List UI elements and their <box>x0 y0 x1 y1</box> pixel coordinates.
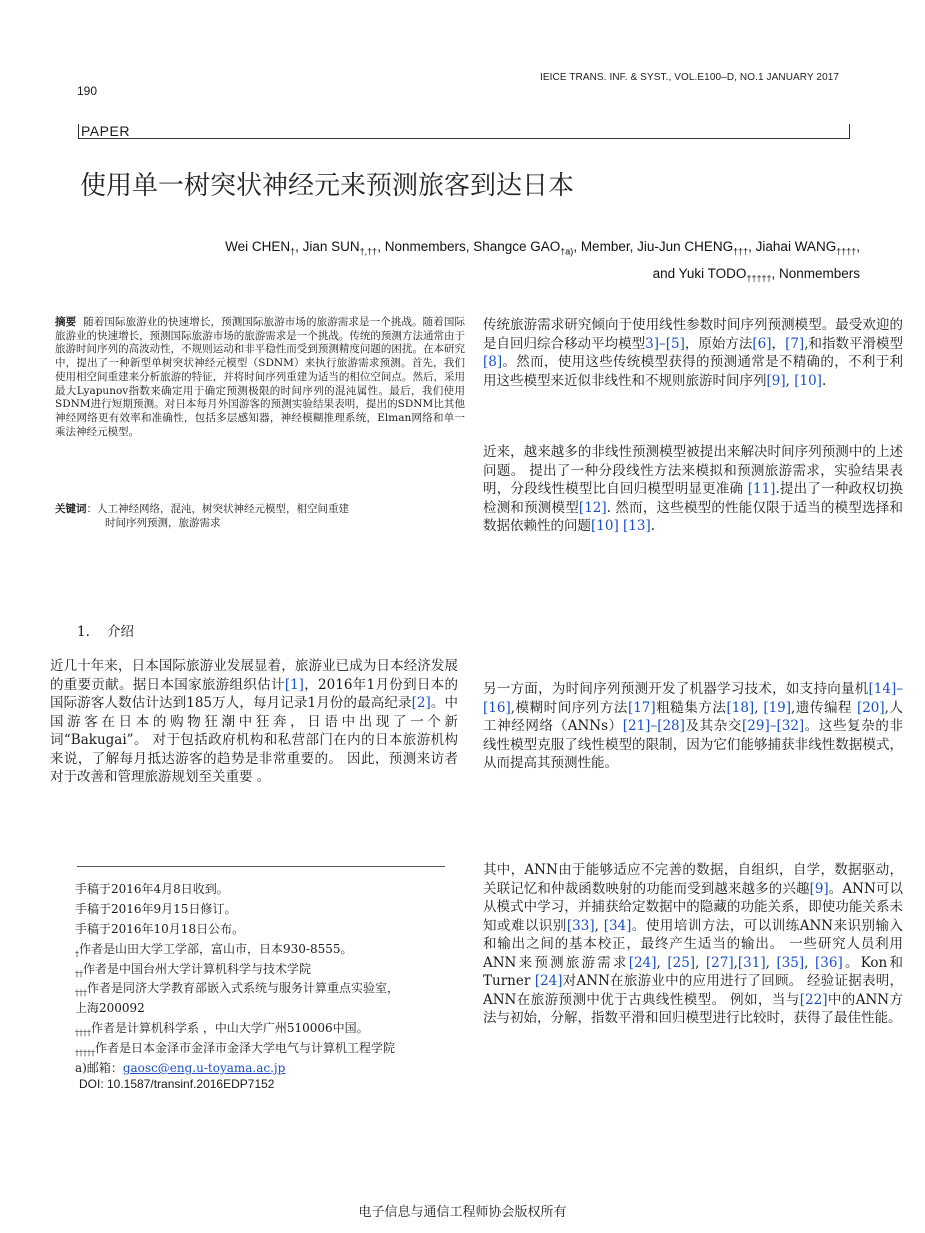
paragraph-text: 传统旅游需求研究倾向于使用线性参数时间序列预测模型。最受欢迎的是自回归综合移动平均模型 <box>483 317 903 352</box>
paragraph-text: 近几十年来，日本国际旅游业发展显着，旅游业已成为日本经济发展的重要贡献。据日本国家旅游组织估计 <box>50 658 458 693</box>
keywords-label: 关键词 <box>55 503 87 515</box>
citation-link[interactable]: [21]–[28] <box>622 718 685 734</box>
paper-label: PAPER <box>81 123 130 139</box>
author-separator: and <box>652 265 679 281</box>
paragraph-text: .提出了一种政权切换检测和预测模型 <box>483 481 903 516</box>
abstract <box>55 316 465 439</box>
citation-link[interactable]: [35] <box>776 954 805 971</box>
author-name: Wei CHEN <box>225 239 291 254</box>
paragraph-text: . <box>821 372 827 389</box>
author-separator: , <box>856 239 860 254</box>
footnote <box>75 1041 460 1061</box>
doi: DOI: 10.1587/transinf.2016EDP7152 <box>79 1076 275 1091</box>
author-affiliation-mark: ††† <box>733 246 749 257</box>
footnote-mark: † <box>75 949 79 959</box>
footnote-text: 作者是山田大学工学部，富山市，日本930-8555。 <box>79 941 353 956</box>
paragraph-text: 。然而，使用这些传统模型获得的预测通常是不精确的，不利于利用这些模型来近似非线性和不规则旅游时间序列 <box>483 354 903 389</box>
paragraph-text: 其中，ANN由于能够适应不完善的数据，自组织，自学，数据驱动，关联记忆和仲裁函数映射的功能而受到越来越多的兴趣 <box>483 862 903 897</box>
right-paragraph-1 <box>483 316 903 390</box>
email-label: a)邮箱： <box>75 1061 123 1076</box>
paragraph-text: , <box>695 954 706 971</box>
citation-link[interactable]: [10] <box>794 372 822 389</box>
citation-link[interactable]: [31] <box>737 954 766 971</box>
section-heading <box>77 620 134 640</box>
citation-link[interactable]: [10] <box>591 518 619 534</box>
citation-link[interactable]: [36] <box>815 954 843 971</box>
citation-link[interactable]: [33] <box>566 917 595 934</box>
author-affiliation-mark: †,†† <box>359 246 378 257</box>
footnote <box>75 922 460 942</box>
citation-link[interactable]: [6] <box>752 335 772 352</box>
author-affiliation-mark: † <box>290 246 296 257</box>
paragraph-text: ,和指数平滑模型 <box>804 335 904 352</box>
page-number: 190 <box>77 84 98 98</box>
paragraph-text: , <box>594 917 604 934</box>
citation-link[interactable]: [25] <box>667 954 696 971</box>
journal-header: IEICE TRANS. INF. & SYST., VOL.E100–D, NO.1 JANUARY 2017 <box>540 72 840 83</box>
footnote-text: 手稿于2016年9月15日修订。 <box>75 901 237 916</box>
footnote <box>75 902 460 922</box>
footnote-text: 手稿于2016年10月18日公布。 <box>75 921 245 936</box>
citation-link[interactable]: [19] <box>763 699 792 716</box>
keywords-line-2: 时间序列预测，旅游需求 <box>105 517 221 529</box>
keywords: 关键词：人工神经网络，混沌，树突状神经元模型，相空间重建 时间序列预测，旅游需求 <box>55 502 465 530</box>
citation-link[interactable]: [2] <box>411 695 431 711</box>
citation-link[interactable]: [14]–[16] <box>483 681 903 716</box>
right-paragraph-4 <box>483 861 903 1028</box>
paragraph-text: , <box>754 699 764 716</box>
footnote <box>75 882 460 902</box>
citation-link[interactable]: [20] <box>856 699 885 716</box>
paragraph-text: ,模糊时间序列方法 <box>510 699 628 716</box>
footnote-mark: ††† <box>75 988 87 998</box>
citation-link[interactable]: [12] <box>578 499 607 516</box>
right-paragraph-2 <box>483 443 903 536</box>
citation-link[interactable]: [13] <box>623 518 651 534</box>
citation-link[interactable]: [22] <box>799 991 828 1008</box>
paragraph-text: ,遗传编程 <box>791 699 857 716</box>
author-affiliation-mark: †a) <box>560 246 574 257</box>
paragraph-text: 。Kon和Turner <box>483 954 903 989</box>
citation-link[interactable]: [9] <box>809 880 829 897</box>
author-list <box>140 236 860 289</box>
author-affiliation-mark: †††† <box>836 246 857 257</box>
author-separator: , Nonmembers, <box>377 239 474 254</box>
author-affiliation-mark: ††††† <box>746 273 772 284</box>
paragraph-text: ，原始方法 <box>684 335 753 352</box>
citation-link[interactable]: 3]–[5] <box>645 335 685 352</box>
paragraph-text: , <box>656 954 668 971</box>
paragraph-text: ,人工神经网络（ANNs） <box>483 699 903 734</box>
author-line-1 <box>140 236 860 263</box>
paragraph-text: 近来，越来越多的非线性预测模型被提出来解决时间序列预测中的上述问题。 提出了一种分段线性方法来模拟和预测旅游需求，实验结果表明，分段线性模型比自回归模型明显更准确 <box>483 444 903 497</box>
paragraph-text: , <box>785 372 795 389</box>
footnote-list <box>75 882 460 1061</box>
paragraph-text: , <box>804 954 815 971</box>
paragraph-text: 对ANN在旅游业中的应用进行了回顾。 经验证据表明，ANN在旅游预测中优于古典线性模型。 例如，当与 <box>483 973 903 1008</box>
citation-link[interactable]: [34] <box>603 917 632 934</box>
right-paragraph-3 <box>483 680 903 773</box>
email-link[interactable]: gaosc@eng.u-toyama.ac.jp <box>122 1061 286 1076</box>
footnote-mark: ††††† <box>75 1048 95 1058</box>
footnotes <box>75 882 460 1092</box>
paragraph-text: 中的ANN方法与初始，分解，指数平滑和回归模型进行比较时，获得了最佳性能。 <box>483 991 903 1026</box>
copyright-footer: 电子信息与通信工程师协会版权所有 <box>358 1205 567 1220</box>
email-line <box>75 1061 460 1077</box>
footnote <box>75 962 460 982</box>
citation-link[interactable]: [11] <box>747 481 776 497</box>
author-separator: , Member, <box>573 239 638 254</box>
paragraph-text: . 然而，这些模型的性能仅限于适当的模型选择和数据依赖性的问题 <box>483 499 903 534</box>
paragraph-text: 粗糙集方法 <box>655 699 727 716</box>
footnote-mark: †††† <box>75 1028 91 1038</box>
citation-link[interactable]: [24] <box>534 973 563 989</box>
citation-link[interactable]: [1] <box>284 676 304 693</box>
paragraph-text: ，2016年1月份到日本的国际游客人数估计达到185万人，每月记录1月份的最高纪录 <box>50 676 459 711</box>
author-separator: , <box>748 239 756 254</box>
footnote-divider <box>77 866 445 867</box>
paper-label-frame <box>78 122 850 139</box>
author-name: Jiu-Jun CHENG <box>637 239 734 254</box>
paragraph-text: 另一方面，为时间序列预测开发了机器学习技术，如支持向量机 <box>483 681 869 697</box>
citation-link[interactable]: [27] <box>705 954 734 971</box>
paragraph-text: , <box>765 954 777 971</box>
author-separator: , <box>295 239 303 254</box>
intro-paragraph <box>50 657 458 787</box>
section-title: 介绍 <box>107 624 135 640</box>
footnote-text: 作者是中国台州大学计算机科学与技术学院 <box>83 961 312 976</box>
footnote <box>75 1021 460 1041</box>
author-separator: , Nonmembers <box>771 265 860 281</box>
footnote-mark: †† <box>75 968 83 978</box>
citation-link[interactable]: [9] <box>766 372 786 389</box>
paragraph-text: ， <box>771 335 786 352</box>
author-name: Shangce GAO <box>473 239 561 254</box>
citation-link[interactable]: [17] <box>627 699 656 716</box>
footnote <box>75 1001 460 1021</box>
abstract-text: 随着国际旅游业的快速增长，预测国际旅游市场的旅游需求是一个挑战。随着国际旅游业的快速增长，预测国际旅游市场的旅游需求是一个挑战。传统的预测方法通常由于旅游时间序列的高波动性，不规则运动和非平稳性而受到预测精度问题的困扰。在本研究中，提出了一种新型单树突状神经元模型（SDNM）来执行旅游需求预测。首先，我们使用相空间重建来分析旅游的特征，并将时间序列重建为适当的相位空间点。然后，采用最大Lyapunov指数来确定用于确定预测极限的时间序列的混沌属性。最后，我们使用SDNM进行短期预测。对日本每月外国游客的预测实验结果表明，提出的SDNM比其他神经网络更有效率和准确性，包括多层感知器，神经模糊推理系统，Elman网络和单一乘法神经元模型。 <box>55 316 466 438</box>
footnote-text: 作者是计算机科学系 ，中山大学广州510006中国。 <box>91 1021 369 1036</box>
author-name: Yuki TODO <box>678 265 747 281</box>
footnote-text: 手稿于2016年4月8日收到。 <box>75 882 229 896</box>
paragraph-text: 。使用培训方法，可以训练ANN来识别输入和输出之间的基本校正，最终产生适当的输出。 一些研究人员利用ANN来预测旅游需求 <box>483 917 904 971</box>
paragraph-text: 。这些复杂的非线性模型克服了线性模型的限制，因为它们能够捕获非线性数据模式，从而提高其预测性能。 <box>483 718 903 771</box>
paragraph-text: 及其杂交 <box>684 718 742 734</box>
author-name: Jiahai WANG <box>755 239 837 254</box>
paragraph-text: 。中国游客在日本的购物狂潮中狂奔，日语中出现了一个新词“Bakugai”。 对于包括政府机构和私营部门在内的日本旅游机构来说，了解每月抵达游客的趋势是非常重要的。 因此，预测来访者对于改善和管理旅游规划至关重要 。 <box>50 695 459 785</box>
paragraph-text: , <box>733 954 738 971</box>
author-line-2 <box>140 263 860 290</box>
keywords-line-1: 人工神经网络，混沌，树突状神经元模型，相空间重建 <box>97 503 349 515</box>
paragraph-text: . <box>650 518 656 534</box>
section-number: 1. <box>77 624 90 640</box>
footnote-text: 作者是日本金泽市金泽市金泽大学电气与计算机工程学院 <box>95 1041 396 1056</box>
citation-link[interactable]: [18] <box>726 699 755 716</box>
paragraph-text: 。ANN可以从模式中学习，并捕获给定数据中的隐藏的功能关系，即使功能关系未知或难以识别 <box>483 880 904 934</box>
abstract-label: 摘要 <box>55 316 77 328</box>
citation-link[interactable]: [7] <box>785 335 805 352</box>
citation-link[interactable]: [8] <box>483 354 503 370</box>
citation-link[interactable]: [29]–[32] <box>742 718 805 734</box>
footnote <box>75 981 460 1001</box>
footnote-text: 上海200092 <box>75 1001 145 1016</box>
paper-title: 使用单一树突状神经元来预测旅客到达日本 <box>80 171 575 201</box>
footnote-text: 作者是同济大学教育部嵌入式系统与服务计算重点实验室， <box>87 981 400 996</box>
footnote <box>75 942 460 962</box>
author-name: Jian SUN <box>302 239 360 254</box>
citation-link[interactable]: [24] <box>628 954 657 971</box>
